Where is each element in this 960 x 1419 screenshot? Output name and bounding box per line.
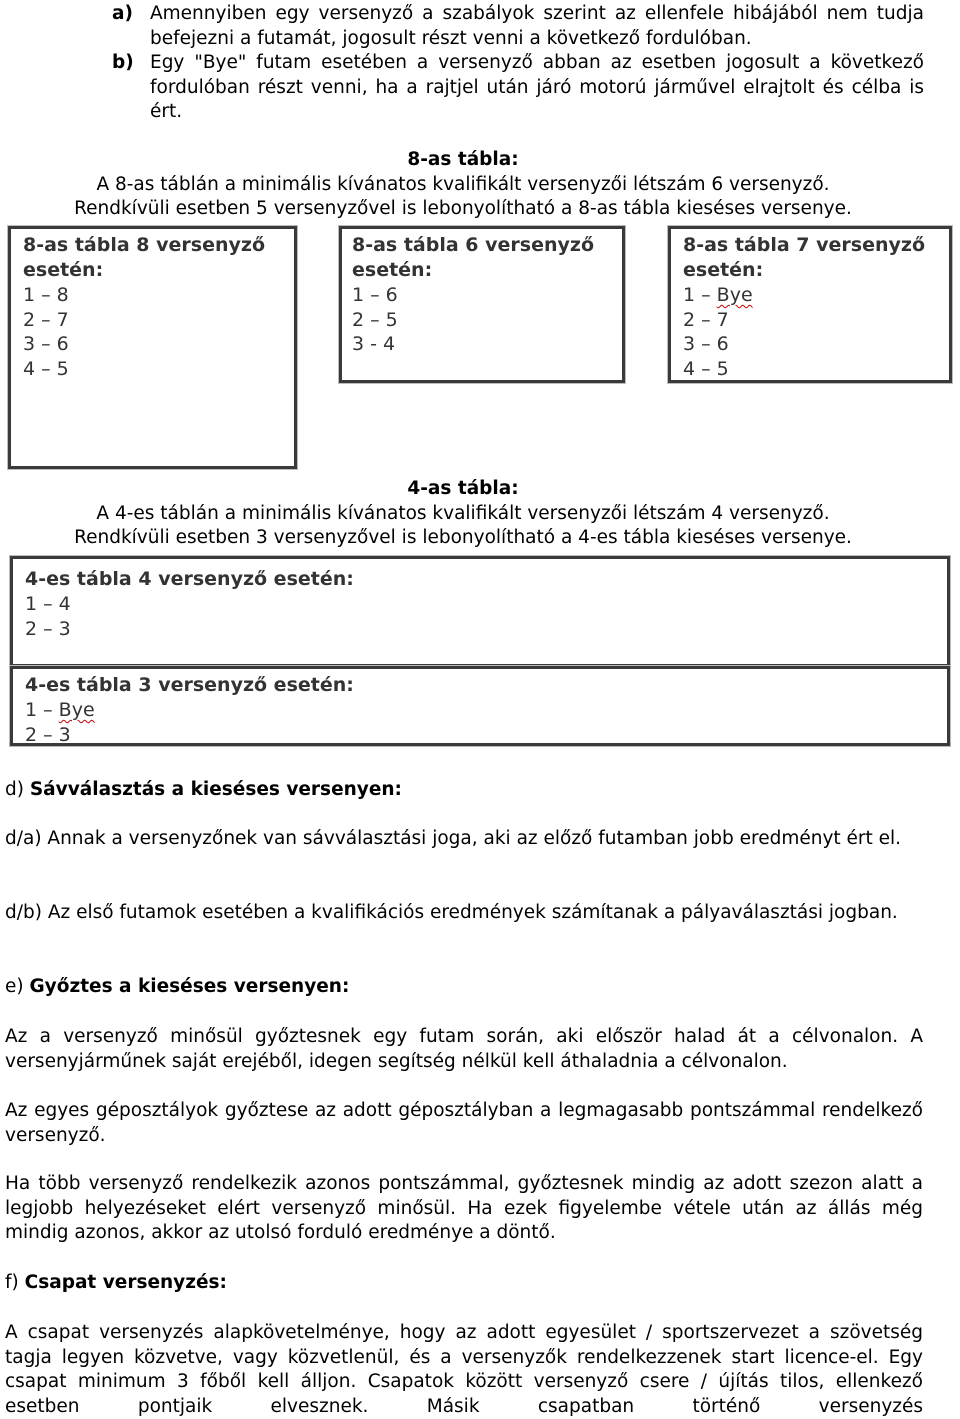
section-e-p1: Az a versenyző minősül győztesnek egy futam során, aki először halad át a célvonalon. A versenyjárműnek saját erejéből, idegen segítség nélkül kell áthaladnia a célvonalon.: [5, 1026, 923, 1072]
bracket-row: 4 – 5: [683, 357, 729, 380]
rule-b-text: Egy "Bye" futam esetében a versenyző abban az esetben jogosult a következő fordulóban részt venni, ha a rajtjel után járó motorú járművel elrajtolt és célba is ért.: [150, 52, 924, 122]
table4-heading: 4-as tábla:: [407, 478, 519, 499]
section-f-title: Csapat versenyzés:: [24, 1272, 227, 1293]
bracket-subtitle: esetén:: [352, 259, 433, 281]
bye-entry: Bye: [58, 699, 95, 721]
rule-a-text: Amennyiben egy versenyző a szabályok szerint az ellenfele hibájából nem tudja befejezni a futamát, jogosult részt venni a következő fordulóban.: [150, 3, 924, 49]
bye-entry: Bye: [716, 284, 753, 306]
bracket-box-4-4: [10, 556, 950, 667]
section-e-p2: Az egyes géposztályok győztese az adott géposztályban a legmagasabb pontszámmal rendelkező versenyző.: [5, 1100, 923, 1146]
bracket-row: 2 – 3: [25, 723, 71, 746]
bracket-box-8-6: [339, 226, 625, 383]
section-d-prefix: d): [5, 779, 30, 800]
section-e-heading: [5, 975, 349, 1000]
bracket-title: 4-es tábla 3 versenyző esetén:: [25, 674, 354, 696]
bracket-subtitle: esetén:: [23, 259, 104, 281]
bracket-row: [25, 698, 354, 723]
table8-line2: Rendkívüli esetben 5 versenyzővel is lebonyolítható a 8-as tábla kieséses versenye.: [74, 198, 852, 219]
bracket-subtitle: esetén:: [683, 259, 764, 281]
bracket-box-8-8: [8, 226, 297, 469]
bracket-title: 8-as tábla 6 versenyző: [352, 234, 594, 256]
section-e-p3: Ha több versenyző rendelkezik azonos pontszámmal, győztesnek mindig az adott szezon alatt a legjobb helyezéseket elért versenyző minősül. Ha ezek figyelembe vétele után az állás még mindig azonos, akkor az utolsó forduló eredménye a döntő.: [5, 1173, 923, 1243]
rule-a: [112, 2, 924, 51]
bracket-row: 3 – 6: [683, 333, 729, 355]
bracket-box-4-3: [10, 666, 950, 746]
bracket-row: 2 – 3: [25, 617, 71, 640]
bracket-row: 2 – 5: [352, 308, 398, 331]
bracket-row: 4 – 5: [23, 357, 69, 380]
section-f-heading: [5, 1271, 227, 1296]
table8-heading: 8-as tábla:: [407, 149, 519, 170]
bracket-row-prefix: 1 –: [25, 699, 59, 721]
bracket-row-prefix: 1 –: [683, 284, 717, 306]
rule-b-label: b): [112, 52, 134, 73]
bracket-row: 1 – 4: [25, 593, 71, 615]
bracket-row: 3 – 6: [23, 333, 69, 355]
table4-line1: A 4-es táblán a minimális kívánatos kvalifikált versenyzői létszám 4 versenyző.: [96, 503, 830, 524]
table4-line2: Rendkívüli esetben 3 versenyzővel is lebonyolítható a 4-es tábla kieséses versenye.: [74, 527, 852, 548]
bracket-row: 1 – 8: [23, 284, 69, 306]
bracket-row: 1 – 6: [352, 284, 398, 306]
bracket-row: 2 – 7: [683, 308, 729, 331]
section-f-prefix: f): [5, 1272, 25, 1293]
section-f-p1: A csapat versenyzés alapkövetelménye, hogy az adott egyesület / sportszervezet a szövetség tagja legyen közvetve, vagy közvetlenül, és a versenyzők rendelkezzenek start licence-el. Egy csapat minimum 3 főből kell álljon. Csapatok között versenyző csere / újítás tilos, ellenkező esetben pontjaik elvesznek. Másik csapatban történő versenyzés: [5, 1322, 923, 1417]
bracket-box-8-7: [668, 226, 952, 383]
section-d-title: Sávválasztás a kieséses versenyen:: [29, 779, 402, 800]
bracket-title: 8-as tábla 8 versenyző: [23, 234, 265, 256]
section-e-prefix: e): [5, 976, 30, 997]
bracket-row: 3 - 4: [352, 333, 396, 355]
bracket-title: 8-as tábla 7 versenyző: [683, 234, 925, 256]
section-d-b: d/b) Az első futamok esetében a kvalifikációs eredmények számítanak a pályaválasztási jogban.: [5, 902, 898, 923]
bracket-title: 4-es tábla 4 versenyző esetén:: [25, 568, 354, 590]
section-d-heading: [5, 778, 402, 803]
section-d-a: d/a) Annak a versenyzőnek van sávválasztási joga, aki az előző futamban jobb eredményt ért el.: [5, 828, 902, 849]
table8-line1: A 8-as táblán a minimális kívánatos kvalifikált versenyzői létszám 6 versenyző.: [96, 174, 830, 195]
bracket-row: 2 – 7: [23, 308, 69, 331]
rule-a-label: a): [112, 3, 133, 24]
section-e-title: Győztes a kieséses versenyen:: [29, 976, 350, 997]
rule-b: [112, 51, 924, 125]
bracket-row: [683, 283, 925, 308]
